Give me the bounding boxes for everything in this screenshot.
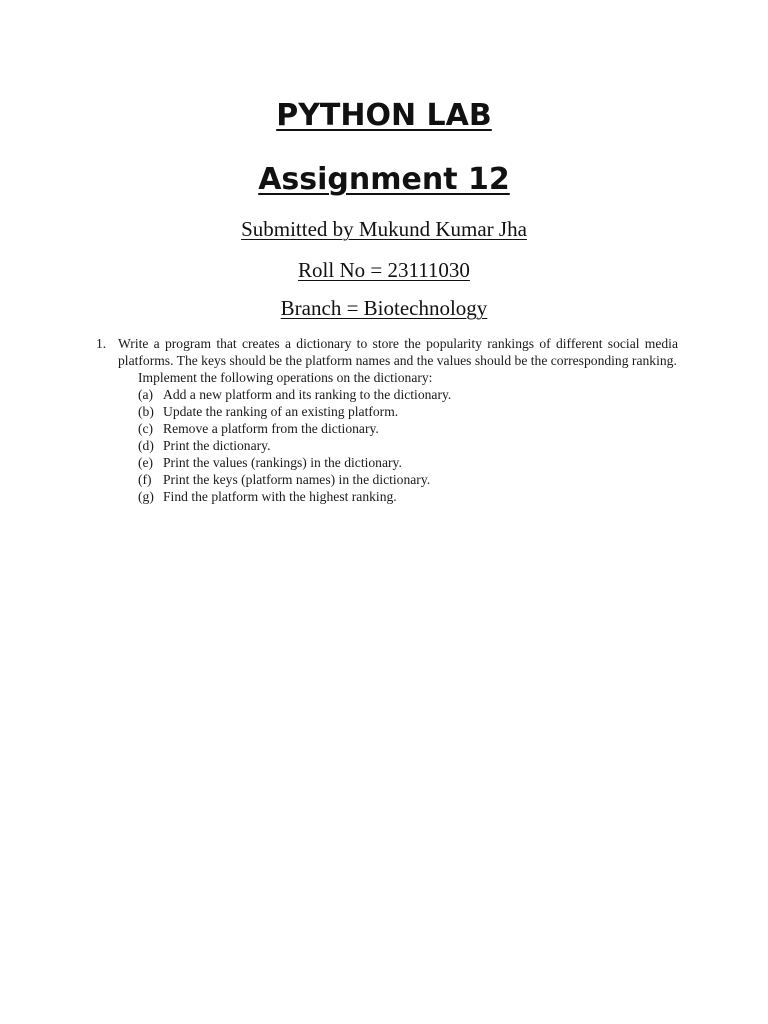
question-statement: [96, 335, 678, 369]
list-item: [138, 437, 678, 454]
branch-line: Branch = Biotechnology: [280, 296, 488, 320]
list-item: [138, 471, 678, 488]
list-item: [138, 420, 678, 437]
assignment-heading: Assignment 12: [258, 162, 510, 197]
operation-letter: (f): [138, 472, 152, 487]
operation-text: Print the keys (platform names) in the dictionary.: [163, 472, 431, 487]
operation-text: Add a new platform and its ranking to the dictionary.: [163, 387, 452, 402]
submitted-by-line: Submitted by Mukund Kumar Jha: [241, 217, 527, 241]
document-title: PYTHON LAB: [276, 98, 492, 133]
operation-letter: (d): [138, 438, 154, 453]
list-item: [138, 454, 678, 471]
operation-letter: (c): [138, 421, 154, 436]
operation-letter: (e): [138, 455, 154, 470]
question-operations: [138, 369, 678, 505]
list-item: [138, 403, 678, 420]
question-number: 1.: [96, 336, 107, 351]
operations-intro: Implement the following operations on the dictionary:: [138, 370, 433, 385]
operation-text: Remove a platform from the dictionary.: [163, 421, 379, 436]
operation-text: Update the ranking of an existing platform.: [163, 404, 399, 419]
list-item: [138, 386, 678, 403]
operation-letter: (b): [138, 404, 154, 419]
roll-number-line: Roll No = 23111030: [298, 258, 470, 282]
list-item: [138, 488, 678, 505]
operation-letter: (g): [138, 489, 154, 504]
operation-text: Print the dictionary.: [163, 438, 271, 453]
operation-letter: (a): [138, 387, 154, 402]
question-text: Write a program that creates a dictionary to store the popularity rankings of different social media platforms. The keys should be the platform names and the values should be the corresponding ranking.: [118, 336, 678, 368]
question-block: [96, 335, 678, 505]
operations-list: [138, 386, 678, 505]
operation-text: Find the platform with the highest ranking.: [163, 489, 397, 504]
operation-text: Print the values (rankings) in the dictionary.: [163, 455, 402, 470]
